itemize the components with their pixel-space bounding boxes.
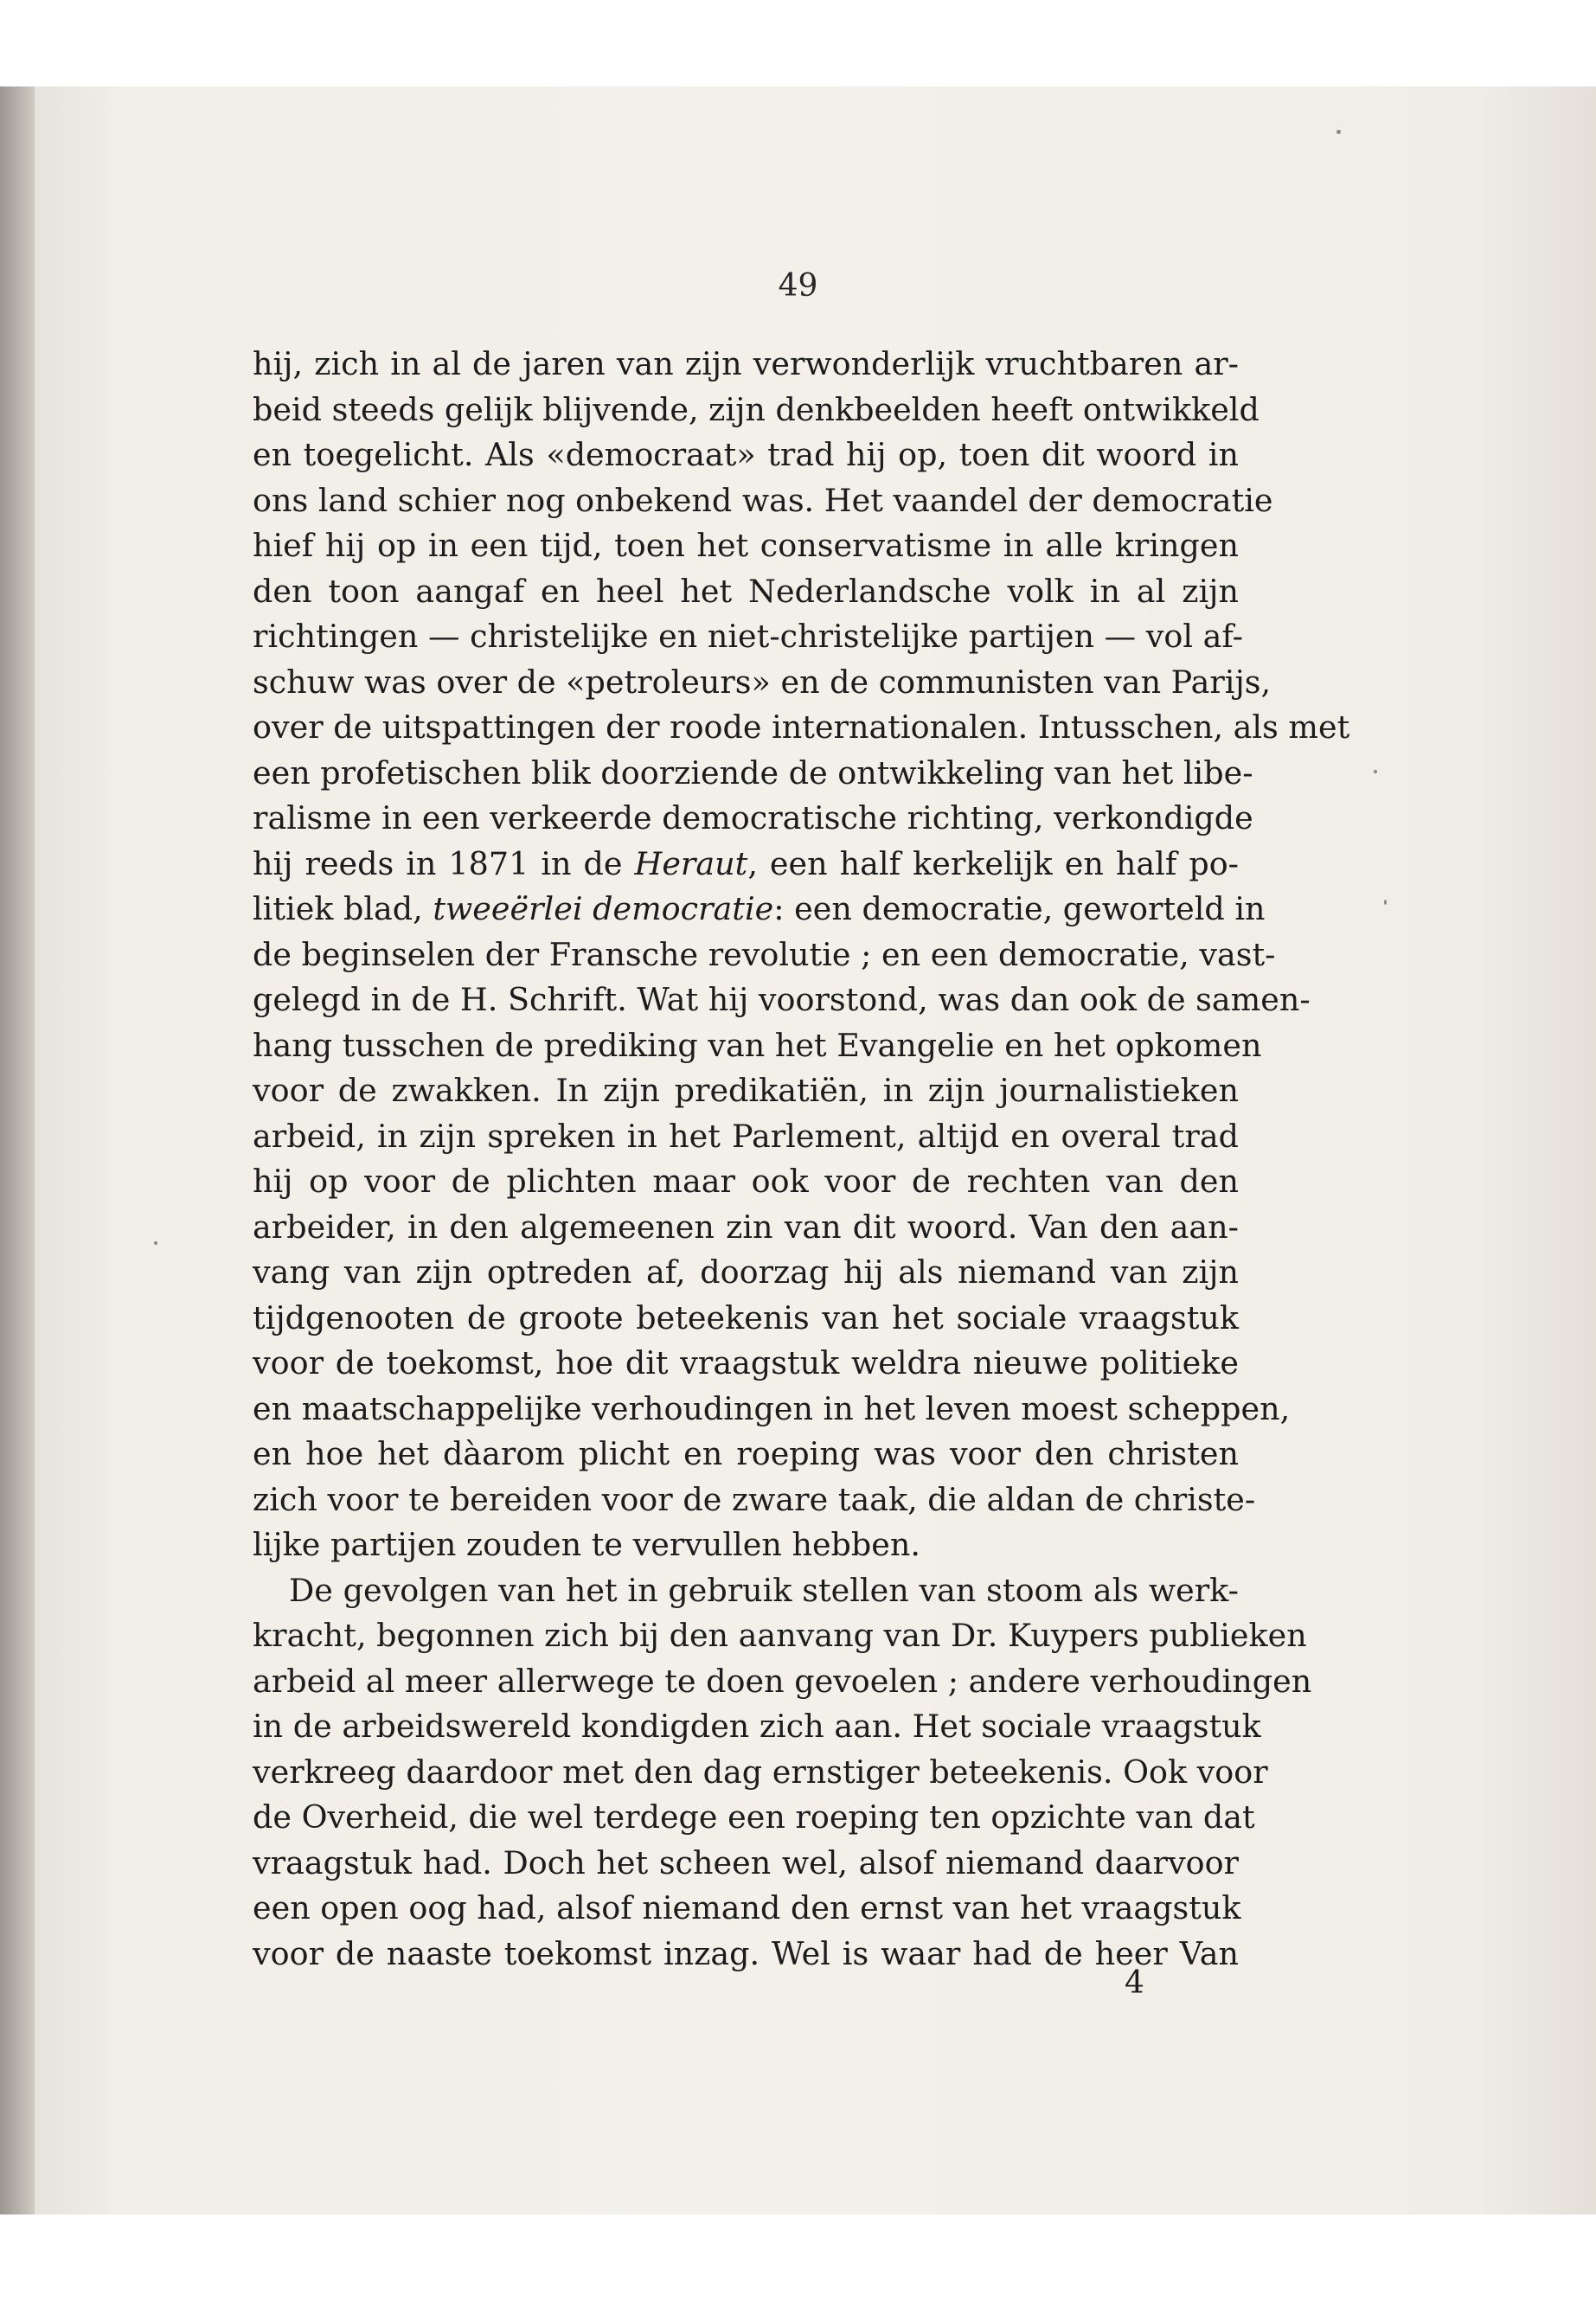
text-line: arbeid al meer allerwege te doen gevoelen ; andere verhoudingen bbox=[253, 1662, 1312, 1700]
text-line: den toon aangaf en heel het Nederlandsche volk in al zijn bbox=[253, 572, 1239, 610]
text-segment: , een half kerkelijk en half po- bbox=[747, 844, 1240, 882]
text-line: en maatschappelijke verhoudingen in het leven moest scheppen, bbox=[253, 1389, 1291, 1427]
dust-speck bbox=[1384, 900, 1387, 905]
text-line: hang tusschen de prediking van het Evangelie en het opkomen bbox=[253, 1026, 1262, 1064]
page-number: 49 bbox=[778, 268, 818, 304]
dust-speck bbox=[1336, 130, 1341, 134]
body-text bbox=[253, 342, 1350, 1977]
text-line: de Overheid, die wel terdege een roeping ten opzichte van dat bbox=[253, 1798, 1255, 1836]
text-line: voor de toekomst, hoe dit vraagstuk weldra nieuwe politieke bbox=[253, 1344, 1239, 1381]
text-line: ons land schier nog onbekend was. Het vaandel der democratie bbox=[253, 481, 1273, 519]
text-line: De gevolgen van het in gebruik stellen van stoom als werk- bbox=[289, 1571, 1239, 1609]
text-line: vang van zijn optreden af, doorzag hij als niemand van zijn bbox=[253, 1253, 1239, 1291]
text-line: voor de zwakken. In zijn predikatiën, in zijn journalistieken bbox=[253, 1072, 1239, 1109]
emphasis-phrase: tweeërlei democratie bbox=[433, 890, 774, 927]
text-segment: litiek blad, bbox=[253, 890, 423, 927]
publication-title: Heraut bbox=[634, 844, 748, 882]
text-line bbox=[253, 842, 1239, 888]
text-line: lijke partijen zouden te vervullen hebben. bbox=[253, 1526, 920, 1563]
text-line: verkreeg daardoor met den dag ernstiger beteekenis. Ook voor bbox=[253, 1753, 1268, 1791]
text-line: schuw was over de «petroleurs» en de communisten van Parijs, bbox=[253, 663, 1272, 701]
text-line: over de uitspattingen der roode internationalen. Intusschen, als met bbox=[253, 708, 1350, 746]
text-line: voor de naaste toekomst inzag. Wel is waar had de heer Van bbox=[253, 1934, 1239, 1972]
text-segment: hij reeds in 1871 in de bbox=[253, 844, 623, 882]
text-line: gelegd in de H. Schrift. Wat hij voorstond, was dan ook de samen- bbox=[253, 981, 1311, 1018]
text-line: arbeider, in den algemeenen zin van dit woord. Van den aan- bbox=[253, 1208, 1239, 1246]
text-line: beid steeds gelijk blijvende, zijn denkbeelden heeft ontwikkeld bbox=[253, 390, 1259, 428]
text-line: ralisme in een verkeerde democratische richting, verkondigde bbox=[253, 799, 1253, 836]
text-line: een profetischen blik doorziende de ontwikkeling van het libe- bbox=[253, 753, 1253, 792]
dust-speck bbox=[154, 1241, 157, 1245]
text-line: tijdgenooten de groote beteekenis van het sociale vraagstuk bbox=[253, 1298, 1239, 1336]
text-segment: : een democratie, geworteld in bbox=[773, 890, 1266, 927]
text-line: vraagstuk had. Doch het scheen wel, alsof niemand daarvoor bbox=[253, 1843, 1239, 1881]
text-line bbox=[253, 887, 1266, 933]
text-line: hief hij op in een tijd, toen het conservatisme in alle kringen bbox=[253, 527, 1239, 564]
text-line: hij, zich in al de jaren van zijn verwonderlijk vruchtbaren ar- bbox=[253, 345, 1239, 382]
text-line: in de arbeidswereld kondigden zich aan. Het sociale vraagstuk bbox=[253, 1708, 1261, 1745]
signature-mark: 4 bbox=[1125, 1965, 1144, 2001]
text-line: een open oog had, alsof niemand den ernst van het vraagstuk bbox=[253, 1889, 1241, 1926]
text-line: de beginselen der Fransche revolutie ; en een democratie, vast- bbox=[253, 935, 1276, 973]
text-line: en hoe het dàarom plicht en roeping was voor den christen bbox=[253, 1435, 1239, 1472]
text-line: richtingen — christelijke en niet-christelijke partijen — vol af- bbox=[253, 618, 1243, 655]
text-line: kracht, begonnen zich bij den aanvang van Dr. Kuypers publieken bbox=[253, 1617, 1307, 1654]
dust-speck bbox=[1374, 770, 1377, 773]
text-line: en toegelicht. Als «democraat» trad hij op, toen dit woord in bbox=[253, 436, 1239, 473]
text-line: zich voor te bereiden voor de zware taak, die aldan de christe- bbox=[253, 1480, 1256, 1518]
text-line: hij op voor de plichten maar ook voor de rechten van den bbox=[253, 1163, 1239, 1200]
text-line: arbeid, in zijn spreken in het Parlement, altijd en overal trad bbox=[253, 1117, 1239, 1155]
